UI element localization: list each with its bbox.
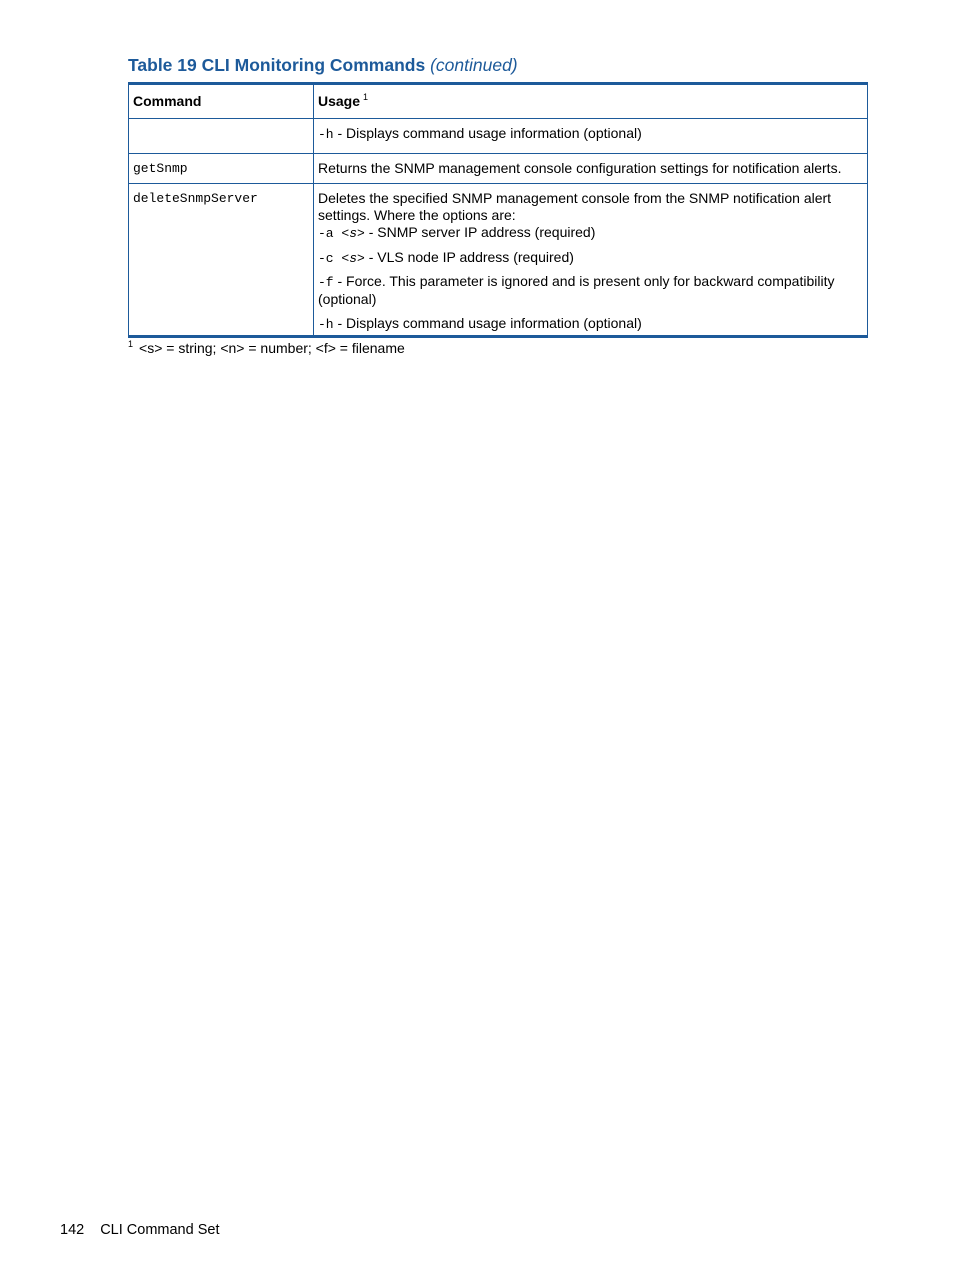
table-row	[129, 154, 867, 184]
cli-monitoring-commands-table	[128, 82, 868, 338]
row3-option-f	[318, 273, 858, 308]
row3-c-param: <s>	[341, 251, 365, 266]
page-footer	[60, 1222, 219, 1238]
row1-usage	[318, 125, 858, 143]
row3-h-flag: -h	[318, 317, 334, 332]
row2-command: getSnmp	[133, 161, 188, 176]
row3-intro: Deletes the specified SNMP management console from the SNMP notification alert settings. Where the options are:	[318, 190, 832, 223]
row3-option-h	[318, 315, 858, 333]
table-row	[129, 119, 867, 154]
row3-a-flag: -a	[318, 226, 342, 241]
row3-f-text: - Force. This parameter is ignored and is present only for backward compatibility (optional)	[318, 273, 835, 307]
header-command: Command	[133, 93, 202, 109]
header-usage	[318, 93, 858, 109]
table-footnote	[128, 340, 405, 356]
table-row	[129, 184, 867, 336]
row1-h-flag: -h	[318, 127, 334, 142]
column-divider	[313, 184, 314, 336]
column-divider	[313, 154, 314, 183]
table-caption	[128, 55, 518, 76]
row3-usage	[318, 190, 858, 333]
row2-usage: Returns the SNMP management console configuration settings for notification alerts.	[318, 160, 842, 176]
row3-a-param: <s>	[341, 226, 365, 241]
row3-h-text: - Displays command usage information (optional)	[333, 315, 642, 331]
footnote-text: <s> = string; <n> = number; <f> = filename	[139, 340, 405, 356]
column-divider	[313, 85, 314, 118]
row3-f-flag: -f	[318, 275, 334, 290]
table-header-row	[129, 85, 867, 119]
row3-c-text: - VLS node IP address (required)	[364, 249, 574, 265]
section-title: CLI Command Set	[100, 1222, 220, 1238]
header-usage-label: Usage	[318, 93, 361, 109]
footnote-mark: 1	[128, 339, 134, 349]
row3-command: deleteSnmpServer	[133, 191, 258, 206]
caption-continued: (continued)	[430, 55, 518, 75]
column-divider	[313, 119, 314, 153]
row3-a-text: - SNMP server IP address (required)	[364, 224, 596, 240]
page-number: 142	[60, 1222, 85, 1238]
row3-option-c	[318, 249, 858, 267]
row1-h-text: - Displays command usage information (optional)	[333, 125, 642, 141]
usage-footnote-mark: 1	[363, 92, 369, 102]
caption-label: Table 19 CLI Monitoring Commands	[128, 55, 426, 75]
row3-option-a	[318, 224, 858, 242]
row3-c-flag: -c	[318, 251, 342, 266]
